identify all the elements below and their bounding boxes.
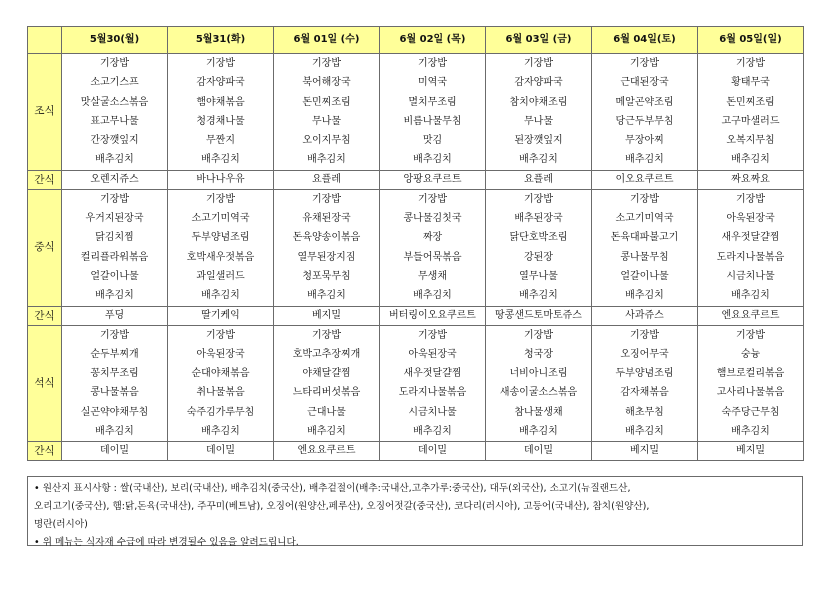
menu-item: 열무나물	[519, 270, 558, 282]
menu-item: 기장밥	[524, 58, 553, 69]
menu-item: 순대야채볶음	[191, 368, 250, 380]
menu-item: 배추김치	[519, 154, 558, 166]
menu-cell: 푸딩	[62, 306, 168, 325]
menu-item: 배추김치	[95, 426, 134, 438]
menu-item: 짜장	[422, 232, 443, 244]
menu-cell: 데이밀	[486, 442, 592, 461]
menu-cell: 이오요쿠르트	[592, 170, 698, 189]
menu-item: 기장밥	[206, 58, 235, 69]
menu-item: 배추김치	[731, 290, 770, 302]
header-corner	[28, 27, 62, 54]
menu-item: 두부양념조림	[615, 368, 674, 380]
menu-cell: 사과쥬스	[592, 306, 698, 325]
menu-item: 배추김치	[413, 154, 452, 166]
menu-item: 근대나물	[307, 406, 346, 418]
menu-item: 배추김치	[413, 426, 452, 438]
menu-item: 멸치무조림	[408, 96, 457, 108]
menu-item: 너비아니조림	[509, 368, 568, 380]
menu-item: 야채달걀찜	[302, 368, 351, 380]
menu-item: 오복지무침	[726, 135, 775, 147]
menu-cell: 엔요요쿠르트	[274, 442, 380, 461]
menu-item: 기장밥	[100, 193, 129, 205]
header-row	[28, 27, 804, 54]
menu-item: 콩나물볶음	[90, 387, 139, 399]
note-line: • 원산지 표시사항 : 쌀(국내산), 보리(국내산), 배추김치(중국산), 배추겉절이(배추:국내산,고추가루:중국산), 대두(외국산), 소고기(뉴질랜드산,	[34, 483, 631, 494]
menu-cell	[62, 325, 168, 442]
snack-row	[28, 170, 804, 189]
menu-item: 아욱된장국	[196, 348, 245, 360]
menu-cell	[380, 54, 486, 171]
menu-cell	[380, 325, 486, 442]
menu-cell: 데이밀	[380, 442, 486, 461]
meal-label: 간식	[28, 170, 62, 189]
day-header: 6월 04일(토)	[592, 27, 698, 54]
note-line: 명란(러시아)	[34, 519, 88, 530]
menu-item: 무생채	[418, 270, 447, 282]
menu-item: 기장밥	[206, 329, 235, 341]
menu-item: 무짠지	[206, 135, 235, 147]
menu-item: 얼갈이나물	[620, 270, 669, 282]
menu-cell: 엔요요쿠르트	[698, 306, 804, 325]
menu-cell: 딸기케익	[168, 306, 274, 325]
menu-cell	[62, 189, 168, 306]
menu-item: 숙주당근무침	[721, 406, 780, 418]
menu-item: 새우젓달걀찜	[721, 232, 780, 244]
menu-item: 감자양파국	[514, 77, 563, 89]
menu-item: 소고기미역국	[615, 213, 674, 225]
menu-cell	[274, 325, 380, 442]
meal-label: 간식	[28, 442, 62, 461]
day-header: 6월 05일(일)	[698, 27, 804, 54]
menu-item: 취나물볶음	[196, 387, 245, 399]
menu-cell	[592, 189, 698, 306]
menu-item: 청경채나물	[196, 115, 245, 127]
menu-item: 시금치나물	[726, 270, 775, 282]
menu-cell: 베지밀	[592, 442, 698, 461]
menu-item: 기장밥	[312, 193, 341, 205]
menu-item: 배추김치	[201, 290, 240, 302]
menu-item: 강된장	[524, 251, 553, 263]
menu-item: 표고무나물	[90, 115, 139, 127]
menu-item: 당근두부무침	[615, 115, 674, 127]
menu-item: 미역국	[418, 77, 447, 89]
day-header: 5월30(월)	[62, 27, 168, 54]
menu-item: 도라지나물볶음	[716, 251, 785, 263]
menu-item: 숙주김가루무침	[186, 406, 255, 418]
menu-cell: 데이밀	[62, 442, 168, 461]
menu-item: 배추김치	[519, 290, 558, 302]
menu-cell: 요플레	[486, 170, 592, 189]
menu-item: 호박새우젓볶음	[186, 251, 255, 263]
menu-item: 아욱된장국	[726, 213, 775, 225]
menu-item: 유채된장국	[302, 213, 351, 225]
menu-item: 호박고추장찌개	[292, 348, 361, 360]
menu-item: 새송이굴소스볶음	[499, 387, 578, 399]
menu-item: 기장밥	[418, 193, 447, 205]
menu-item: 기장밥	[736, 58, 765, 69]
menu-cell	[62, 54, 168, 171]
menu-item: 새우젓달걀찜	[403, 368, 462, 380]
menu-item: 기장밥	[524, 329, 553, 341]
menu-item: 돈민찌조림	[302, 96, 351, 108]
menu-item: 배추김치	[95, 290, 134, 302]
menu-item: 햄야채볶음	[196, 96, 245, 108]
menu-item: 기장밥	[312, 58, 341, 69]
menu-item: 오징어무국	[620, 348, 669, 360]
menu-item: 배추김치	[307, 290, 346, 302]
menu-item: 배추김치	[95, 154, 134, 166]
menu-item: 콩나물김칫국	[403, 213, 462, 225]
menu-item: 기장밥	[630, 58, 659, 69]
menu-item: 도라지나물볶음	[398, 387, 467, 399]
weekly-menu-table	[27, 26, 804, 461]
menu-item: 얼갈이나물	[90, 270, 139, 282]
menu-cell: 버터링이오요쿠르트	[380, 306, 486, 325]
menu-item: 컬리플라워볶음	[80, 251, 149, 263]
menu-item: 기장밥	[312, 329, 341, 341]
menu-item: 돈민찌조림	[726, 96, 775, 108]
menu-item: 배추김치	[201, 426, 240, 438]
menu-item: 기장밥	[736, 329, 765, 341]
menu-item: 돈육양송이볶음	[292, 232, 361, 244]
menu-cell	[486, 189, 592, 306]
menu-item: 소고기미역국	[191, 213, 250, 225]
menu-item: 황태무국	[731, 77, 770, 89]
menu-item: 배추김치	[413, 290, 452, 302]
menu-item: 두부양념조림	[191, 232, 250, 244]
menu-item: 과일샐러드	[196, 270, 245, 282]
menu-item: 배추김치	[201, 154, 240, 166]
menu-item: 돈육대파불고기	[610, 232, 679, 244]
menu-item: 해초무침	[625, 406, 664, 418]
menu-item: 기장밥	[100, 329, 129, 341]
menu-cell	[592, 54, 698, 171]
menu-item: 북어해장국	[302, 77, 351, 89]
menu-item: 기장밥	[524, 193, 553, 205]
meal-row	[28, 189, 804, 306]
menu-cell: 짜요짜요	[698, 170, 804, 189]
menu-item: 소고기스프	[90, 77, 139, 89]
menu-item: 배추김치	[519, 426, 558, 438]
menu-item: 기장밥	[206, 193, 235, 205]
menu-body	[28, 54, 804, 461]
menu-cell	[698, 189, 804, 306]
menu-item: 기장밥	[736, 193, 765, 205]
note-line: 오리고기(중국산), 햄:닭,돈육(국내산), 주꾸미(베트남), 오징어(원양산,페루산), 오징어젓갈(중국산), 코다리(러시아), 고등어(국내산), 참치(원양산),	[34, 501, 650, 512]
day-header: 6월 01일 (수)	[274, 27, 380, 54]
meal-row	[28, 325, 804, 442]
menu-item: 감자양파국	[196, 77, 245, 89]
notes-box	[27, 476, 803, 546]
menu-item: 무장아찌	[625, 135, 664, 147]
menu-item: 배추김치	[307, 426, 346, 438]
menu-item: 꽁치무조림	[90, 368, 139, 380]
menu-item: 기장밥	[630, 193, 659, 205]
menu-cell: 베지밀	[274, 306, 380, 325]
menu-cell	[592, 325, 698, 442]
menu-cell: 바나나우유	[168, 170, 274, 189]
menu-cell	[486, 54, 592, 171]
day-header: 5월31(화)	[168, 27, 274, 54]
meal-label: 석식	[28, 325, 62, 442]
menu-cell	[698, 325, 804, 442]
menu-item: 근대된장국	[620, 77, 669, 89]
menu-item: 기장밥	[630, 329, 659, 341]
meal-row	[28, 54, 804, 171]
menu-item: 고사리나물볶음	[716, 387, 785, 399]
menu-cell: 데이밀	[168, 442, 274, 461]
menu-item: 배추김치	[625, 290, 664, 302]
meal-label: 중식	[28, 189, 62, 306]
menu-item: 우거지된장국	[85, 213, 144, 225]
menu-item: 참치야채조림	[509, 96, 568, 108]
note-line: • 위 메뉴는 식자재 수급에 따라 변경될수 있음을 알려드립니다.	[34, 537, 299, 548]
snack-row	[28, 306, 804, 325]
menu-item: 배추김치	[731, 154, 770, 166]
menu-item: 아욱된장국	[408, 348, 457, 360]
menu-cell	[168, 189, 274, 306]
menu-item: 순두부찌개	[90, 348, 139, 360]
menu-cell	[168, 54, 274, 171]
menu-item: 참나물생채	[514, 406, 563, 418]
menu-item: 배추김치	[731, 426, 770, 438]
menu-item: 햄브로컬리볶음	[716, 368, 785, 380]
menu-item: 배추김치	[307, 154, 346, 166]
menu-item: 간장깻잎지	[90, 135, 139, 147]
menu-cell	[486, 325, 592, 442]
menu-cell: 땅콩샌드토마토쥬스	[486, 306, 592, 325]
menu-item: 콩나물무침	[620, 251, 669, 263]
menu-item: 감자채볶음	[620, 387, 669, 399]
menu-item: 배추김치	[625, 426, 664, 438]
menu-item: 비름나물무침	[403, 115, 462, 127]
menu-cell: 요플레	[274, 170, 380, 189]
menu-item: 메알곤약조림	[615, 96, 674, 108]
meal-label: 간식	[28, 306, 62, 325]
menu-cell	[168, 325, 274, 442]
menu-item: 배추김치	[625, 154, 664, 166]
menu-item: 무나물	[312, 115, 341, 127]
menu-cell	[380, 189, 486, 306]
menu-item: 느타리버섯볶음	[292, 387, 361, 399]
menu-item: 숭늉	[740, 348, 761, 360]
menu-item: 시금치나물	[408, 406, 457, 418]
menu-item: 오이지무침	[302, 135, 351, 147]
menu-item: 닭김치찜	[95, 232, 134, 244]
menu-item: 맛살굴소스볶음	[80, 96, 149, 108]
menu-item: 부들어묵볶음	[403, 251, 462, 263]
menu-item: 기장밥	[418, 329, 447, 341]
snack-row	[28, 442, 804, 461]
menu-item: 열무된장지짐	[297, 251, 356, 263]
day-header: 6월 03일 (금)	[486, 27, 592, 54]
menu-cell: 앙팡요쿠르트	[380, 170, 486, 189]
meal-label: 조식	[28, 54, 62, 171]
menu-cell	[274, 189, 380, 306]
menu-item: 고구마샐러드	[721, 115, 780, 127]
menu-cell	[698, 54, 804, 171]
menu-item: 닭단호박조림	[509, 232, 568, 244]
menu-item: 맛김	[422, 135, 443, 147]
menu-item: 청국장	[524, 348, 553, 360]
menu-item: 기장밥	[100, 58, 129, 69]
menu-cell: 오렌지쥬스	[62, 170, 168, 189]
menu-item: 된장깻잎지	[514, 135, 563, 147]
menu-cell: 베지밀	[698, 442, 804, 461]
menu-item: 실곤약야채무침	[80, 406, 149, 418]
menu-cell	[274, 54, 380, 171]
menu-item: 청포묵무침	[302, 270, 351, 282]
menu-item: 무나물	[524, 115, 553, 127]
menu-item: 기장밥	[418, 58, 447, 69]
day-header: 6월 02일 (목)	[380, 27, 486, 54]
menu-item: 배추된장국	[514, 213, 563, 225]
